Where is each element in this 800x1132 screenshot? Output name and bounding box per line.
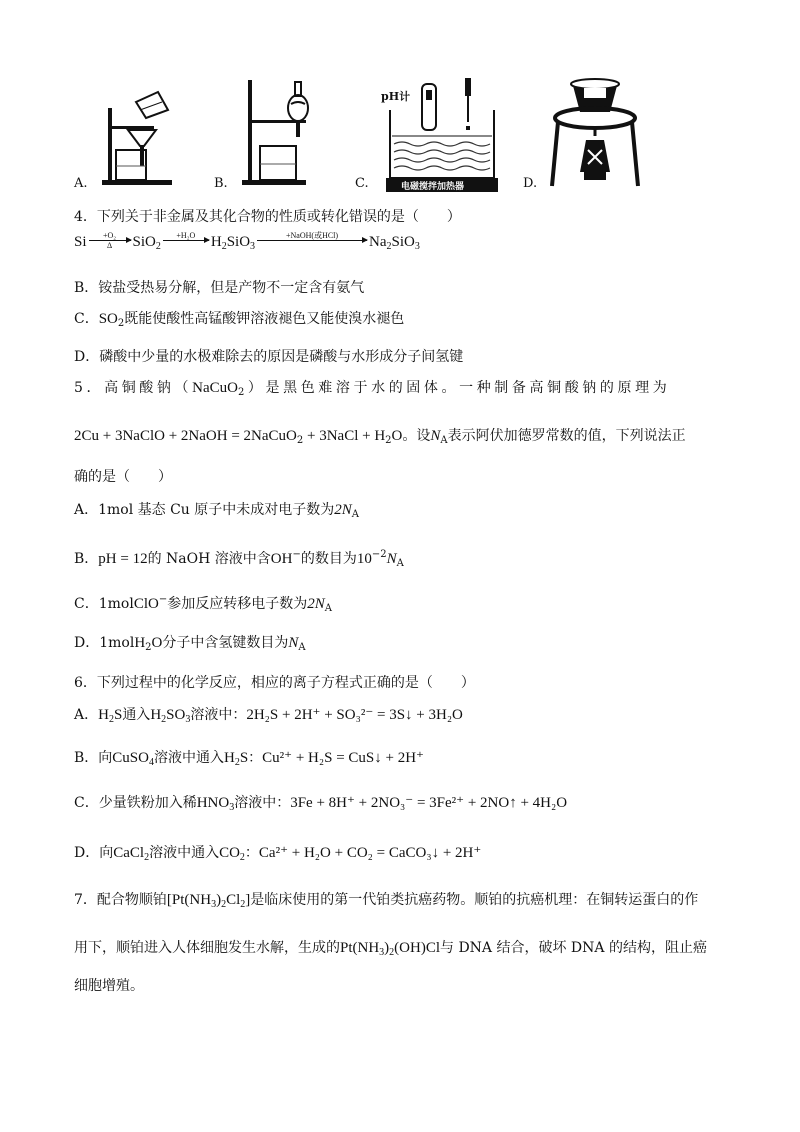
q5-option-c: C．1molClO−参加反应转移电子数为$2N_A$	[74, 594, 332, 614]
q4-a-s3b: SiO	[226, 234, 251, 250]
q5-d-prefix: D．1mol	[74, 635, 135, 651]
q5-option-a: A．1mol 基态 Cu 原子中未成对电子数为$2N_A$	[74, 502, 360, 520]
apparatus-figure-d	[550, 74, 640, 190]
q6-a-prefix: A．	[74, 707, 99, 723]
q5-c-text: 参加反应转移电子数为	[167, 596, 308, 612]
reaction-arrow-icon	[89, 232, 131, 250]
q4-a-s4: Na	[369, 234, 387, 250]
q6-c-prefix: C．少量铁粉加入稀	[74, 795, 197, 811]
q5-d-text: 分子中含氢键数目为	[162, 635, 289, 651]
q5-a-text: A．1mol 基态 Cu 原子中未成对电子数为	[74, 502, 335, 518]
q5-stem-formula: NaCuO	[192, 380, 238, 396]
q6-d-text1: 溶液中通入	[149, 845, 220, 861]
q4-option-a: Si $\frac{\text{+O₂}}{\Delta}$ SiO$_2$ +H₂O $H_2SiO_3$ +NaOH(或HCl) $Na_2SiO_3$	[74, 231, 420, 252]
arrow1-condition: +O₂	[102, 231, 117, 240]
q5-stem1-rest: ）是黑色难溶于水的固体。一种制备高铜酸钠的原理为	[247, 380, 671, 396]
q5-b-mid2: 的数目为	[300, 551, 357, 567]
q7-line2	[74, 938, 707, 963]
q7-line2-rest: 与 DNA 结合，破坏 DNA 的结构，阻止癌	[440, 940, 707, 956]
q5-option-d: D．1molH$_2$O分子中含氢键数目为$N_A$	[74, 635, 306, 653]
q7-line1	[74, 890, 698, 915]
stirrer-caption: 电磁搅拌加热器	[401, 182, 465, 192]
q5-b-mid: 的 NaOH 溶液中含	[147, 551, 271, 567]
q4-a-s1: Si	[74, 234, 87, 250]
q5-c-prefix: C．1mol	[74, 596, 134, 612]
q5-stem-line2: 2Cu + 3NaClO + 2NaOH = 2NaCuO$_2$ + 3NaCl + $H_2O$。设$N_A$表示阿伏加德罗常数的值，下列说法正	[74, 428, 686, 446]
q5-equation-rest: + 3NaCl + H	[303, 428, 386, 444]
q6-b-text2: ：	[248, 750, 263, 766]
reaction-arrow-icon	[257, 232, 367, 250]
apparatus-figure-b	[240, 76, 320, 188]
reaction-arrow-icon	[163, 232, 209, 250]
q4-a-s4b: SiO	[391, 234, 415, 250]
q4-c-text: 既能使酸性高锰酸钾溶液褪色又能使溴水褪色	[124, 311, 405, 327]
q6-option-c: C．少量铁粉加入稀$HNO_3$溶液中：3Fe + 8H⁺ + 2NO₃⁻ = 3Fe²⁺ + 2NO↑ + 4H₂O	[74, 795, 568, 813]
figure-c-label: C.	[355, 176, 369, 191]
q5-c-value: 2N	[307, 596, 325, 612]
arrow2-condition: +H₂O	[176, 231, 196, 240]
filtration-apparatus-icon	[100, 88, 180, 188]
q4-option-d: D．磷酸中少量的水极难除去的原因是磷酸与水形成分子间氢键	[74, 349, 464, 365]
q6-d-equation: Ca²⁺ + H₂O + CO₂ = CaCO₃↓ + 2H⁺	[258, 845, 482, 861]
q5-c-clo: ClO	[133, 596, 159, 612]
q6-option-d: D．向CaCl$_2$溶液中通入$CO_2$：Ca²⁺ + H₂O + CO₂ = CaCO₃↓ + 2H⁺	[74, 845, 482, 863]
q4-option-b: B．铵盐受热易分解，但是产物不一定含有氨气	[74, 280, 365, 296]
q6-b-text1: 溶液中通入	[153, 750, 224, 766]
q5-stem1: 5．高铜酸钠（	[74, 380, 193, 396]
q4-c-formula: SO	[98, 311, 118, 327]
q5-b-exponent: −2	[371, 549, 387, 560]
q5-na-symbol: N	[430, 428, 441, 444]
q6-c-text1: 溶液中：	[234, 795, 291, 811]
hydrolysis-product-formula: $Pt(NH_3)_2(OH)Cl$	[340, 940, 440, 958]
q6-b-prefix: B．向	[74, 750, 113, 766]
q5-a-value: 2N	[334, 502, 352, 518]
q4-a-s3: H	[210, 234, 222, 250]
q5-b-na: N	[386, 551, 397, 567]
q4-option-c: C．$SO_2$既能使酸性高锰酸钾溶液褪色又能使溴水褪色	[74, 311, 405, 329]
ph-meter-label: pH计	[381, 90, 411, 103]
q5-b-value: 10	[356, 551, 372, 567]
q4-c-prefix: C．	[74, 311, 99, 327]
q5-d-value: N	[288, 635, 299, 651]
cisplatin-formula: $[Pt(NH_3)_2Cl_2]$	[166, 892, 251, 910]
q4-stem: 4．下列关于非金属及其化合物的性质或转化错误的是（ ）	[74, 209, 461, 225]
q5-b-prefix: B．	[74, 551, 99, 567]
q6-b-equation: Cu²⁺ + H₂S = CuS↓ + 2H⁺	[262, 750, 424, 766]
q5-d-h: H	[134, 635, 146, 651]
q7-line1-prefix: 7．配合物顺铂	[74, 892, 167, 908]
q5-stem2-rest: 表示阿伏加德罗常数的值，下列说法正	[447, 428, 686, 444]
figure-b-label: B.	[214, 176, 228, 191]
crucible-tripod-icon	[550, 74, 640, 190]
arrow3-condition: +NaOH(或HCl)	[286, 231, 339, 240]
q6-a-equation: 2H₂S + 2H⁺ + SO₃²⁻ = 3S↓ + 3H₂O	[246, 707, 463, 723]
q5-equation-end: O	[391, 428, 403, 444]
q7-line1-rest: 是临床使用的第一代铂类抗癌药物。顺铂的抗癌机理：在铜转运蛋白的作	[250, 892, 699, 908]
q7-line2-prefix: 用下，顺铂进入人体细胞发生水解，生成的	[74, 940, 340, 956]
q6-option-a: A．$H_2S$通入$H_2SO_3$溶液中：2H₂S + 2H⁺ + SO₃²⁻ = 3S↓ + 3H₂O	[74, 707, 463, 725]
q5-stem-line1: 5．高铜酸钠（NaCuO$_2$）是黑色难溶于水的固体。一种制备高铜酸钠的原理为	[74, 380, 671, 398]
q6-option-b: B．向CuSO$_4$溶液中通入$H_2S$：Cu²⁺ + H₂S = CuS↓ + 2H⁺	[74, 750, 424, 768]
q5-stem2: 。设	[402, 428, 431, 444]
q6-a-text1: 通入	[122, 707, 151, 723]
q5-b-oh: OH	[270, 551, 293, 567]
q5-b-ph: pH = 12	[98, 551, 148, 567]
figure-a-label: A.	[74, 176, 88, 191]
q7-line3: 细胞增殖。	[74, 978, 144, 994]
q6-stem: 6．下列过程中的化学反应，相应的离子方程式正确的是（ ）	[74, 675, 475, 691]
arrow1-heat: Δ	[106, 241, 113, 250]
q6-a-text2: 溶液中：	[190, 707, 247, 723]
q5-equation: 2Cu + 3NaClO + 2NaOH = 2NaCuO	[74, 428, 297, 444]
q5-stem-line3: 确的是（ ）	[74, 469, 172, 485]
q6-d-prefix: D．向	[74, 845, 114, 861]
q6-d-text2: ：	[244, 845, 259, 861]
figure-d-label: D.	[523, 176, 538, 191]
q6-c-equation: 3Fe + 8H⁺ + 2NO₃⁻ = 3Fe²⁺ + 2NO↑ + 4H₂O	[290, 795, 568, 811]
separatory-funnel-icon	[240, 76, 320, 188]
q4-a-s2: SiO	[132, 234, 156, 250]
q5-option-b: B．pH = 12的 NaOH 溶液中含OH−的数目为$10^{-2}N_A$	[74, 549, 404, 569]
apparatus-figure-a	[100, 88, 180, 188]
